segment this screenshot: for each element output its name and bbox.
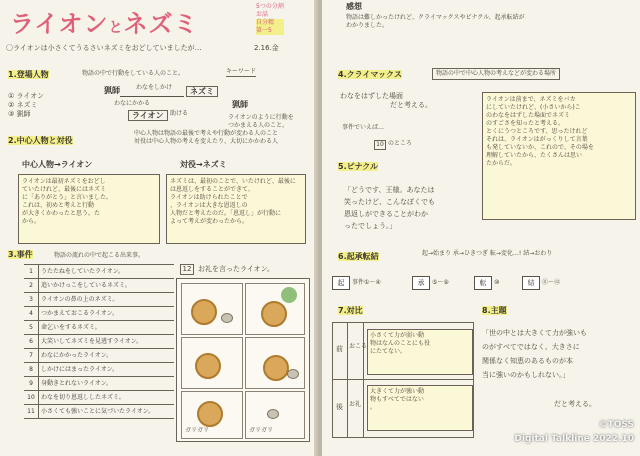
copyright: ©TOSS [598,420,634,430]
section-5-heading: 5.ピナクル [338,162,379,171]
contrast-before: 前 [336,345,343,353]
sound-effect: ガリガリ [249,427,273,434]
mouse-drawing [287,369,299,379]
event-row: 1 うたたねをしていたライオン。 [24,265,174,279]
climax-scene: わなをはずした場面 だと考える。 [340,92,432,109]
theme-conclusion: だと考える。 [554,400,596,408]
lion-drawing [261,301,287,327]
sound-effect: ガリガリ [185,427,209,434]
section-8-heading: 8.主題 [482,306,507,315]
event-row: 7 わなにかかったライオン。 [24,349,174,363]
credit-line: Digital Talkline 2022.10 [514,434,634,444]
date: 2.16.金 [254,44,279,52]
map-label-hunter: 猟師 [104,86,120,95]
counter-character-heading: 対役→ネズミ [180,160,227,169]
event-row: 2 追いかけっこをしているネズミ。 [24,279,174,293]
event-row: 5 命乞いをするネズミ。 [24,321,174,335]
counter-character-box: ネズミは、最初のことで、いたけれど、最後に は恩返しをすることができて、 ライオンは助けられたことで 、ライオンは大きな恩返しの 人物だと考えたのだ。「恩返し」が行動に よって考えが変わったから。 [166,174,306,244]
impression-heading: 感想 [346,2,362,11]
map-arrow [120,96,184,97]
kisho-part: 事件①～④ [352,279,381,286]
contrast-table [332,322,474,438]
scene-illustration [176,278,310,442]
map-note-help: 助ける [170,110,189,117]
event-table [24,264,174,419]
section-1-sub: 物語の中で行動をしている人のこと。 [82,70,185,77]
kisho-part: ⑪～⑫ [542,279,561,286]
section-1-heading: 1.登場人物 [8,70,49,79]
contrast-after-box: 大きくて力が強い動 物もすべてではない 。 [367,385,473,431]
lion-drawing [191,299,217,325]
section-6-heading: 6.起承転結 [338,252,379,261]
kisho-box: 起 [332,276,350,290]
event-row: 3 ライオンの鼻の上のネズミ。 [24,293,174,307]
question-line: 〇ライオンは小さくてうるさいネズミをおどしていましたが… [6,44,202,52]
theme-text: 「世の中とは大きくて力が強いも のがすべてではなく、大きさに 関係なく知恵のあるものが本 当に強いのかもしれない。」 [482,329,587,379]
scene-heading: お礼を言ったライオン。 [198,265,275,273]
impression-text: 物語は難しかったけれど、クライマックスやピナクル、起承転結が わかりました。 [346,14,525,29]
page-title: ライオンとネズミ [10,10,199,38]
climax-event-number: 10 [374,140,386,150]
section-3-sub: 物語の流れの中で起こる出来事。 [54,252,145,259]
climax-reason-box: ライオンは前まで、ネズミをバカ にしていたけれど、(小さいから)こ のわなをはずした場面でネズミ のすごさを知ったと考える。 とくにうつところです、思ったけれど それは、ライオンはがっくりして言葉 も発していないか、これので、その場を 理解していたから、たくさんは思い たからだ。 [482,92,636,220]
section-4-sub: 物語の中で中心人物の考えなどが変わる場所 [432,68,560,80]
kisho-box: 承 [412,276,430,290]
contrast-label: おこる [349,343,368,350]
section-1-note: ライオンのように行動を つかまえる人のこと。 [228,114,294,129]
map-label-lion: ライオン [128,110,168,121]
pinnacle-quote: 「どうです、王様。あなたは 笑ったけど、こんなぼくでも 恩返しができることがわか ったでしょう。」 [344,186,435,230]
kisho-box: 結 [522,276,540,290]
event-row: 4 つかまえておこるライオン。 [24,307,174,321]
lion-drawing [195,353,221,379]
tree-drawing [281,287,297,303]
map-note-caught: わなにかかる [114,100,151,107]
mouse-drawing [221,313,233,323]
event-row: 6 大笑いしてネズミを見逃すライオン。 [24,335,174,349]
section-4-heading: 4.クライマックス [338,70,402,79]
climax-event-ref: 事件でいえば… [342,124,385,131]
map-label-mouse: ネズミ [186,86,218,97]
lion-drawing [197,401,223,427]
mouse-drawing [267,409,279,419]
right-page [322,0,640,456]
kisho-part: ⑤～⑨ [432,279,449,286]
event-row: 9 身動きとれないライオン。 [24,377,174,391]
section-3-heading: 3.事件 [8,250,33,259]
left-page [0,0,318,456]
contrast-after: 後 [336,403,343,411]
map-label-hunter-2: 猟師 [232,100,248,109]
pink-note: 5つの分割 お話 自分精 第一5 [256,3,284,34]
keyword-label: キーワード [226,68,257,75]
central-character-heading: 中心人物→ライオン [22,160,93,169]
event-row: 10 わなを切り恩返ししたネズミ。 [24,391,174,405]
central-character-box: ライオンは最初ネズミをおどし ていたけれど、最後にはネズミ に「ありがとう」と言いました。 これは、初めと考えと行動 が大きくかわったと思う。た から。 [18,174,160,244]
event-row: 11 小さくても強いことに気づいたライオン。 [24,405,174,419]
contrast-label: お礼 [349,401,362,408]
character-list: ① ライオン ② ネズミ ③ 猟師 [8,92,45,118]
section-2-heading: 2.中心人物と対役 [8,136,73,145]
kisho-part: ⑩ [494,279,500,286]
kisho-box: 転 [474,276,492,290]
section-6-note: 起→始まり 承→ひきつぎ 転→変化…! 結→おわり [422,250,553,257]
scene-number: 12 [180,264,194,275]
climax-event-suffix: のところ [388,140,413,147]
section-7-heading: 7.対比 [338,306,363,315]
section-2-note: 中心人物は物語の最後で考えや行動が変わる人のこと 対役は中心人物の考えを変えたり、大切にかかわる人 [134,130,279,145]
contrast-before-box: 小さくて力が弱い動 物はなんのことにも役 にたてない。 [367,329,473,375]
map-note-trap: わなをしかけ [136,84,173,91]
event-row: 8 しかけにはまったライオン。 [24,363,174,377]
lion-drawing [263,355,289,381]
